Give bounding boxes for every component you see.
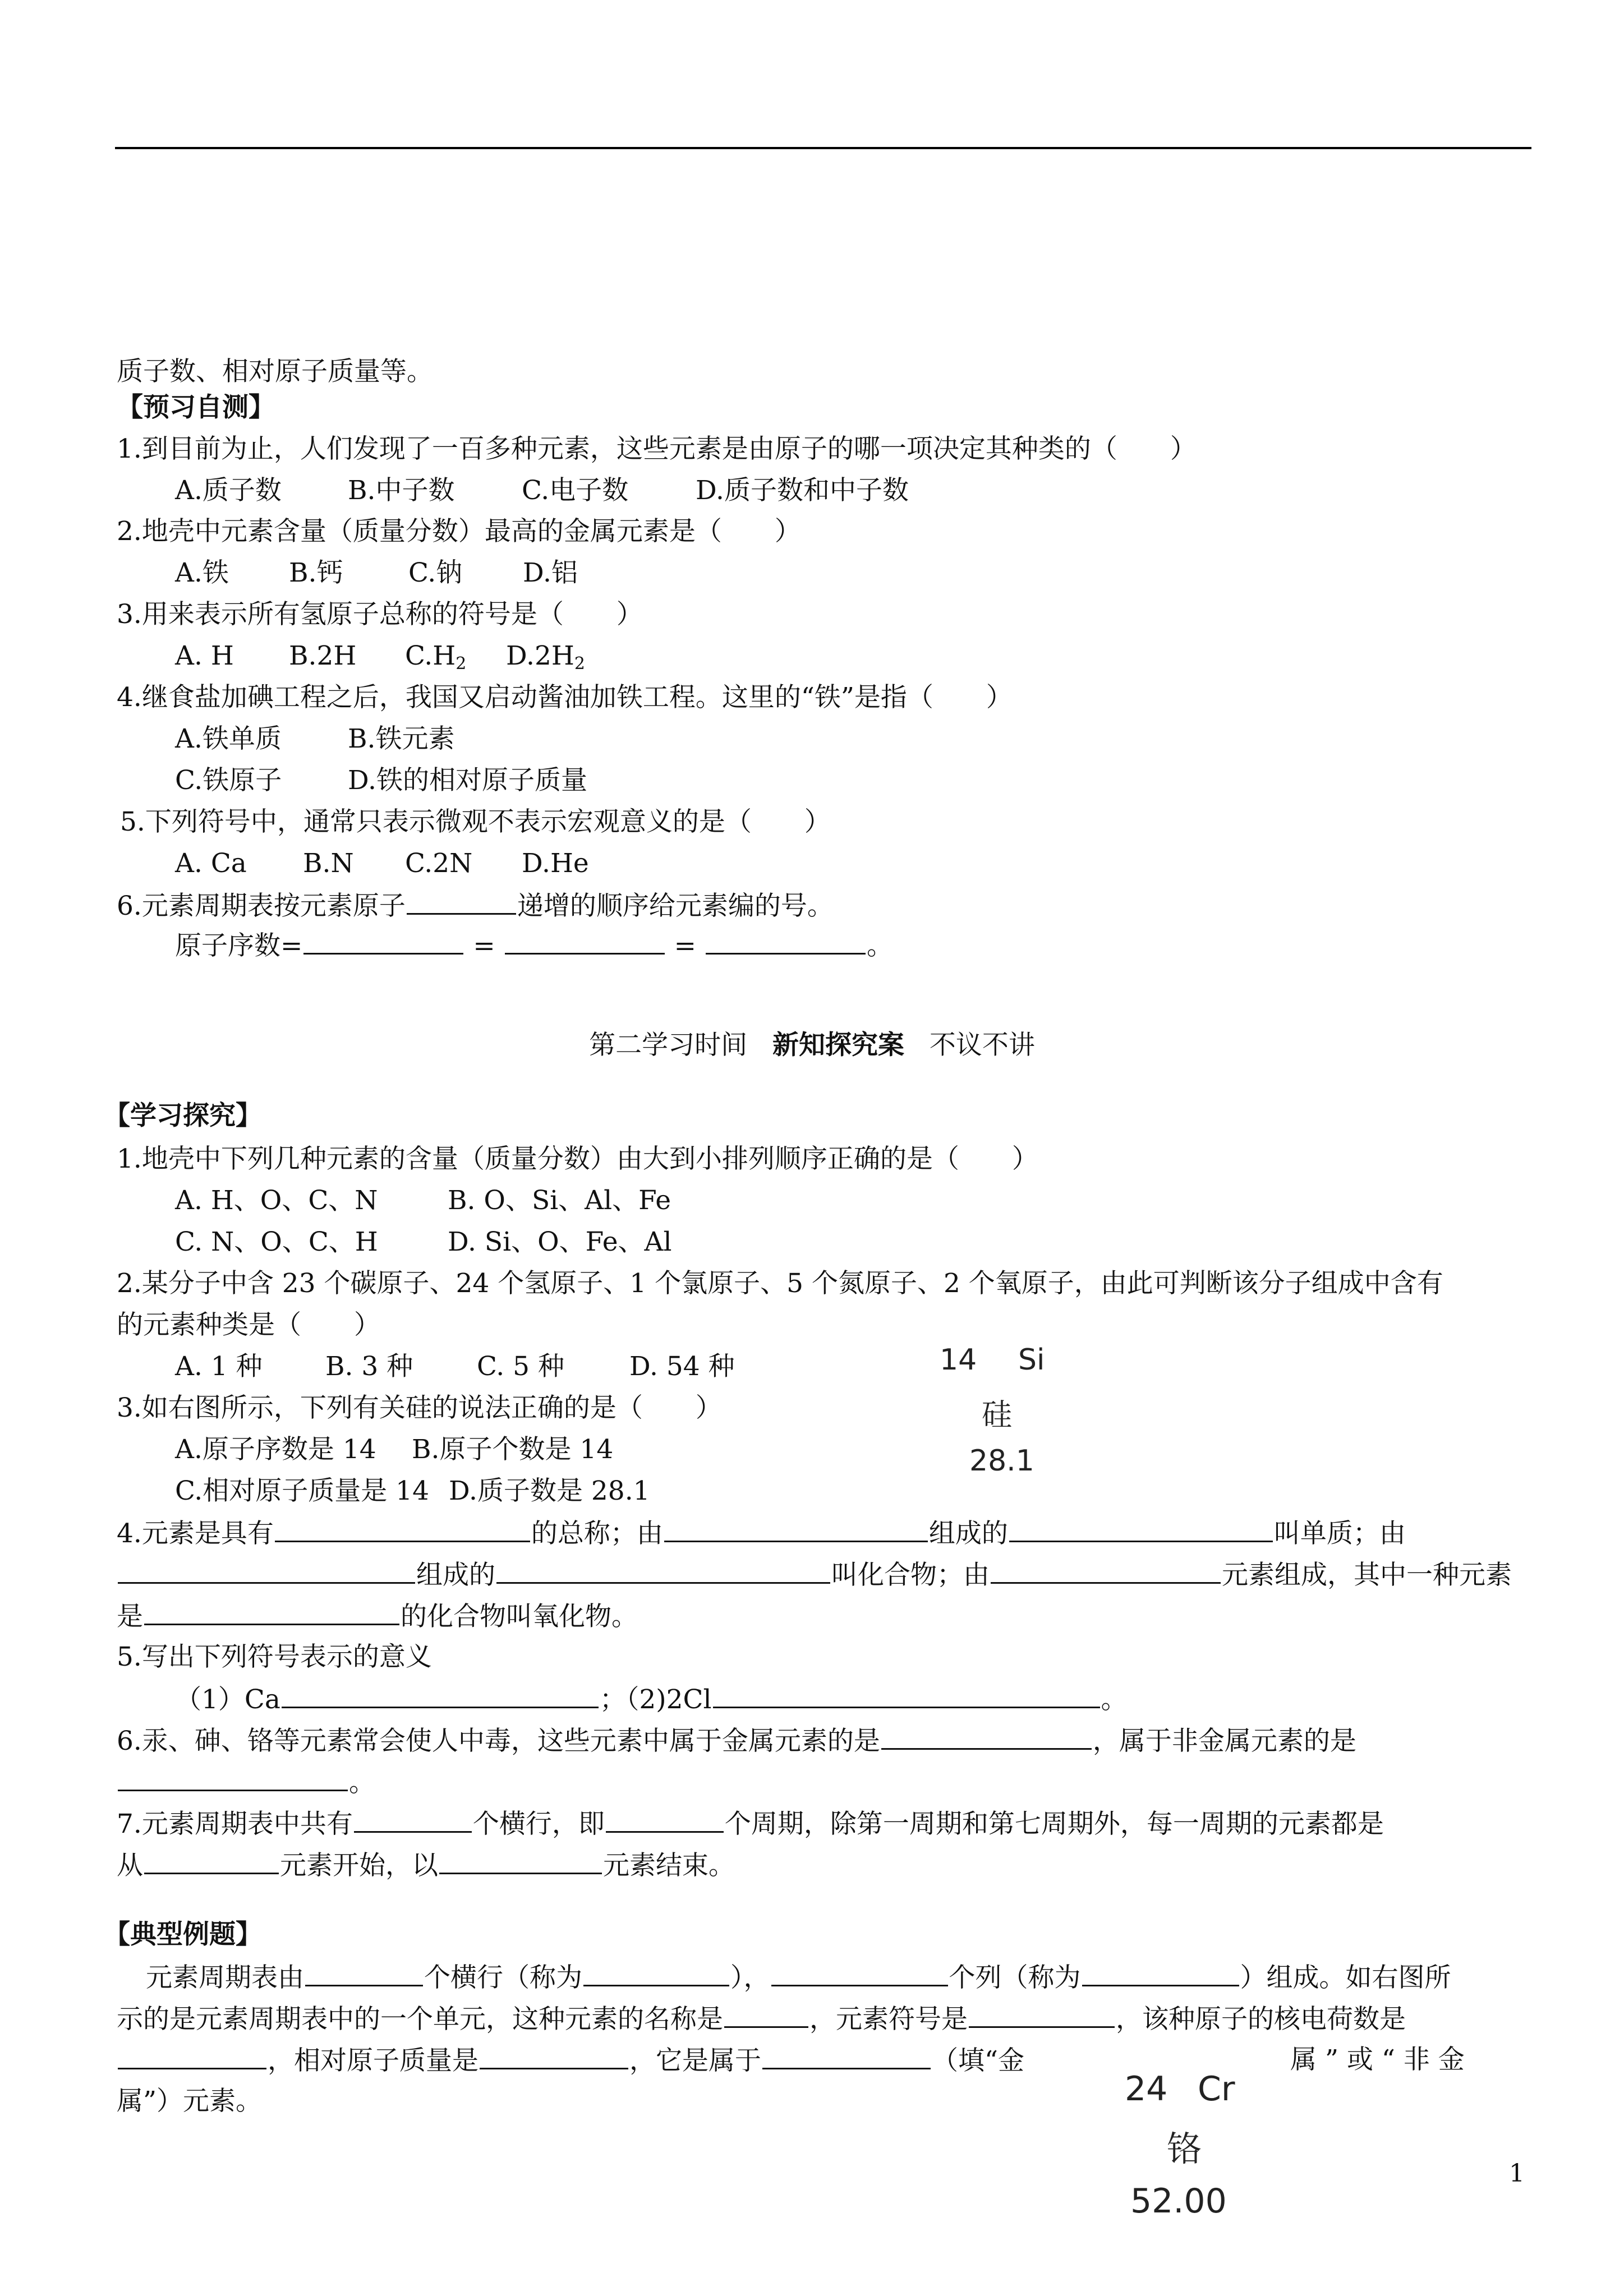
section-2-title: 第二学习时间 新知探究案 不议不讲	[589, 1030, 1035, 1061]
preview-heading: 【预习自测】	[117, 392, 275, 423]
page-number: 1	[1509, 2159, 1525, 2188]
explore-q3-option-a: A.原子序数是 14	[175, 1434, 376, 1465]
silicon-element-tile	[914, 1343, 1099, 1495]
explore-q3: 3.如右图所示，下列有关硅的说法正确的是（ ）	[117, 1393, 722, 1423]
si-name: 硅	[982, 1397, 1012, 1432]
explore-q2-option-b: B. 3 种	[325, 1351, 413, 1382]
explore-q4-line3: 是 的化合物叫氧化物。	[117, 1599, 638, 1634]
cr-symbol: Cr	[1198, 2069, 1235, 2109]
preview-q1-option-b: B.中子数	[348, 475, 455, 506]
preview-q1: 1.到目前为止，人们发现了一百多种元素，这些元素是由原子的哪一项决定其种类的（ ）	[117, 434, 1197, 464]
preview-q1-option-c: C.电子数	[522, 475, 629, 506]
preview-q5-option-d: D.He	[522, 848, 589, 879]
explore-q2-line1: 2.某分子中含 23 个碳原子、24 个氢原子、1 个氯原子、5 个氮原子、2 个氧原子，由此可判断该分子组成中含有	[117, 1268, 1443, 1299]
example-heading: 【典型例题】	[104, 1919, 262, 1950]
explore-q4-line1: 4.元素是具有 的总称；由 组成的 叫单质；由	[117, 1516, 1406, 1551]
preview-q4-option-c: C.铁原子	[175, 765, 282, 796]
example-line4: 属”）元素。	[117, 2086, 263, 2117]
explore-q5-answers: （1）Ca ；（2)2Cl 。	[175, 1682, 1128, 1717]
header-rule	[115, 147, 1531, 149]
preview-q4-option-b: B.铁元素	[348, 723, 455, 754]
chromium-element-tile	[1114, 2069, 1299, 2238]
explore-q2-option-c: C. 5 种	[477, 1351, 565, 1382]
example-line1: 元素周期表由 个横行（称为 ）， 个列（称为 ）组成。如右图所	[146, 1960, 1451, 1995]
explore-q3-option-d: D.质子数是 28.1	[449, 1476, 650, 1506]
preview-q2: 2.地壳中元素含量（质量分数）最高的金属元素是（ ）	[117, 516, 801, 547]
explore-q1-option-d: D. Si、O、Fe、Al	[448, 1227, 672, 1257]
preview-q5-option-c: C.2N	[405, 848, 473, 879]
explore-q6-line2: 。	[117, 1765, 375, 1800]
preview-q1-option-d: D.质子数和中子数	[696, 475, 909, 506]
explore-q1: 1.地壳中下列几种元素的含量（质量分数）由大到小排列顺序正确的是（ ）	[117, 1144, 1038, 1174]
preview-q4-option-d: D.铁的相对原子质量	[348, 765, 587, 796]
explore-q1-option-a: A. H、O、C、N	[175, 1185, 378, 1216]
explore-q7-line2: 从 元素开始，以 元素结束。	[117, 1848, 735, 1883]
preview-q1-option-a: A.质子数	[175, 475, 282, 506]
preview-q4-option-a: A.铁单质	[175, 723, 282, 754]
explore-q3-option-b: B.原子个数是 14	[412, 1434, 614, 1465]
preview-q5-option-b: B.N	[303, 848, 354, 879]
si-atomic-number: 14	[940, 1343, 977, 1377]
explore-q5: 5.写出下列符号表示的意义	[117, 1642, 432, 1672]
preview-q6-line2: 原子序数= = = 。	[175, 928, 893, 963]
example-line3-tail: 属 ” 或 “ 非 金	[1290, 2044, 1465, 2075]
si-atomic-mass: 28.1	[969, 1444, 1034, 1478]
si-symbol: Si	[1018, 1343, 1045, 1377]
example-line3: ，相对原子质量是 ，它是属于 （填“金	[117, 2043, 1024, 2078]
preview-q3-option-a: A. H	[175, 640, 234, 671]
preview-q3-option-d: $D.2H_2$	[506, 640, 585, 674]
explore-heading: 【学习探究】	[104, 1100, 262, 1131]
explore-q2-option-a: A. 1 种	[175, 1351, 263, 1382]
intro-tail: 质子数、相对原子质量等。	[117, 356, 433, 387]
preview-q2-option-b: B.钙	[289, 557, 343, 588]
preview-q5-option-a: A. Ca	[175, 848, 247, 879]
explore-q2-option-d: D. 54 种	[629, 1351, 735, 1382]
explore-q1-option-c: C. N、O、C、H	[175, 1227, 378, 1257]
preview-q2-option-d: D.铝	[523, 557, 578, 588]
explore-q6-line1: 6.汞、砷、铬等元素常会使人中毒，这些元素中属于金属元素的是 ，属于非金属元素的是	[117, 1723, 1356, 1758]
explore-q1-option-b: B. O、Si、Al、Fe	[448, 1185, 671, 1216]
preview-q5: 5.下列符号中，通常只表示微观不表示宏观意义的是（ ）	[120, 806, 831, 837]
preview-q3: 3.用来表示所有氢原子总称的符号是（ ）	[117, 599, 643, 630]
cr-atomic-mass: 52.00	[1130, 2182, 1227, 2221]
explore-q3-option-c: C.相对原子质量是 14	[175, 1476, 429, 1506]
preview-q6-line1: 6.元素周期表按元素原子 递增的顺序给元素编的号。	[117, 888, 834, 923]
preview-q2-option-a: A.铁	[175, 557, 229, 588]
preview-q4: 4.继食盐加碘工程之后，我国又启动酱油加铁工程。这里的“铁”是指（ ）	[117, 682, 1013, 713]
cr-name: 铬	[1167, 2128, 1202, 2169]
preview-q3-option-b: B.2H	[289, 640, 357, 671]
explore-q2-line2: 的元素种类是（ ）	[117, 1310, 380, 1340]
cr-atomic-number: 24	[1125, 2069, 1168, 2109]
example-line2: 示的是元素周期表中的一个单元，这种元素的名称是 ，元素符号是 ，该种原子的核电荷数是	[117, 2002, 1406, 2036]
explore-q4-line2: 组成的 叫化合物；由 元素组成，其中一种元素	[117, 1557, 1512, 1592]
explore-q7-line1: 7.元素周期表中共有 个横行，即 个周期，除第一周期和第七周期外，每一周期的元素都是	[117, 1806, 1384, 1841]
preview-q3-option-c: $C.H_2$	[405, 640, 467, 674]
preview-q2-option-c: C.钠	[408, 557, 463, 588]
